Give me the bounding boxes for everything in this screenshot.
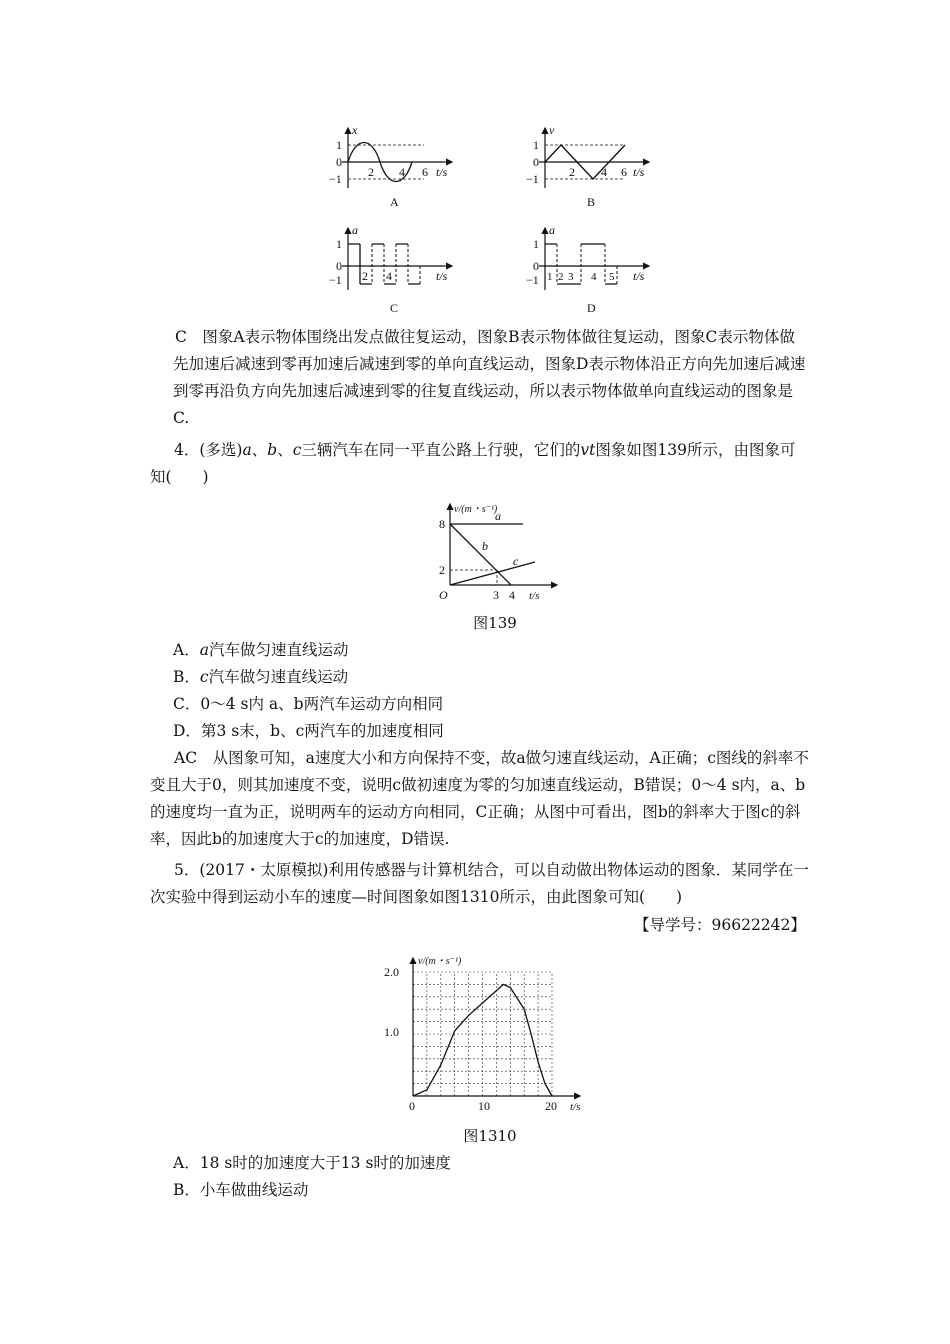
svg-text:3: 3 — [568, 271, 574, 283]
svg-text:8: 8 — [439, 517, 445, 531]
svg-text:t/s: t/s — [633, 269, 645, 283]
svg-text:t/s: t/s — [633, 165, 645, 179]
figure-b — [525, 122, 655, 212]
figure-d — [525, 222, 655, 317]
svg-text:A: A — [390, 195, 399, 209]
svg-text:v: v — [549, 123, 555, 137]
svg-text:O: O — [439, 588, 448, 602]
svg-text:t/s: t/s — [570, 1101, 581, 1113]
svg-text:4: 4 — [399, 165, 405, 179]
svg-text:b: b — [482, 539, 488, 553]
svg-text:1.0: 1.0 — [384, 1025, 399, 1039]
figure-139-caption: 图139 — [473, 614, 517, 632]
q5-option-a: A．18 s时的加速度大于13 s时的加速度 — [173, 1154, 451, 1172]
svg-text:0: 0 — [533, 259, 539, 273]
svg-text:2.0: 2.0 — [384, 965, 399, 979]
svg-text:−1: −1 — [329, 273, 342, 287]
svg-text:1: 1 — [547, 271, 553, 283]
svg-text:a: a — [352, 223, 358, 237]
svg-text:6: 6 — [422, 165, 428, 179]
svg-text:−1: −1 — [526, 172, 539, 186]
svg-text:t/s: t/s — [436, 269, 448, 283]
svg-text:1: 1 — [533, 138, 539, 152]
svg-text:2: 2 — [368, 165, 374, 179]
svg-text:2: 2 — [362, 269, 368, 283]
line-b — [450, 524, 511, 585]
q4-option-b: B．c汽车做匀速直线运动 — [173, 668, 349, 686]
svg-text:a: a — [495, 509, 501, 523]
svg-text:x: x — [352, 123, 358, 137]
svg-text:0: 0 — [533, 155, 539, 169]
q4-option-c: C．0～4 s内 a、b两汽车运动方向相同 — [173, 695, 444, 713]
svg-text:1: 1 — [533, 237, 539, 251]
svg-text:5: 5 — [609, 271, 615, 283]
svg-text:6: 6 — [621, 165, 627, 179]
figure-1310-caption: 图1310 — [463, 1127, 517, 1145]
svg-text:a: a — [549, 223, 555, 237]
svg-text:4: 4 — [601, 165, 607, 179]
svg-text:3: 3 — [493, 588, 499, 602]
svg-text:0: 0 — [336, 155, 342, 169]
svg-text:0: 0 — [336, 259, 342, 273]
line-c — [450, 562, 535, 585]
svg-text:4: 4 — [509, 588, 515, 602]
svg-text:1: 1 — [336, 138, 342, 152]
q3-answer: C 图象A表示物体围绕出发点做往复运动，图象B表示物体做往复运动，图象C表示物体做先加速后减速到零再加速后减速到零的单向直线运动，图象D表示物体沿正方向先加速后减速到零再沿负方向先加速后减速到零的往复直线运动，所以表示物体做单向直线运动的图象是C. — [173, 328, 806, 427]
svg-text:−1: −1 — [526, 273, 539, 287]
svg-text:2: 2 — [439, 563, 445, 577]
svg-text:4: 4 — [591, 271, 597, 283]
svg-text:1: 1 — [336, 237, 342, 251]
figure-1310 — [380, 950, 600, 1120]
svg-text:0: 0 — [409, 1099, 415, 1113]
svg-text:t/s: t/s — [436, 165, 448, 179]
q5-stem: 5．(2017・太原模拟)利用传感器与计算机结合，可以自动做出物体运动的图象．某同学在一次实验中得到运动小车的速度—时间图象如图1310所示，由此图象可知( ) — [150, 861, 809, 906]
svg-text:−1: −1 — [329, 172, 342, 186]
svg-text:10: 10 — [478, 1099, 490, 1113]
svg-text:v/(m・s⁻¹): v/(m・s⁻¹) — [454, 504, 498, 515]
svg-text:v/(m・s⁻¹): v/(m・s⁻¹) — [418, 956, 462, 967]
svg-text:t/s: t/s — [529, 590, 540, 602]
q5-option-b: B．小车做曲线运动 — [173, 1181, 309, 1199]
svg-text:D: D — [587, 301, 596, 315]
svg-text:2: 2 — [569, 165, 575, 179]
q5-guide-number: 【导学号：96622242】 — [634, 916, 806, 934]
svg-text:2: 2 — [558, 271, 564, 283]
q4-option-a: A．a汽车做匀速直线运动 — [173, 641, 349, 659]
q4-option-d: D．第3 s末，b、c两汽车的加速度相同 — [173, 722, 444, 740]
figure-a — [328, 122, 458, 212]
svg-text:20: 20 — [545, 1099, 557, 1113]
svg-text:B: B — [587, 195, 596, 209]
q4-answer: AC 从图象可知，a速度大小和方向保持不变，故a做匀速直线运动，A正确；c图线的斜率不变且大于0，则其加速度不变，说明c做初速度为零的匀加速直线运动，B错误；0～4 s内，a、b的速度均一直为正，说明两车的运动方向相同，C正确；从图中可看出，图b的斜率大于图c的斜率，因此b的加速度大于c的加速度，D错误. — [150, 749, 809, 848]
figure-139 — [425, 500, 565, 608]
svg-text:C: C — [390, 301, 399, 315]
svg-text:4: 4 — [386, 269, 392, 283]
svg-text:c: c — [513, 554, 519, 568]
figure-c — [328, 222, 458, 317]
q4-stem: 4．(多选)a、b、c三辆汽车在同一平直公路上行驶，它们的vt图象如图139所示，由图象可知( ) — [150, 441, 796, 486]
